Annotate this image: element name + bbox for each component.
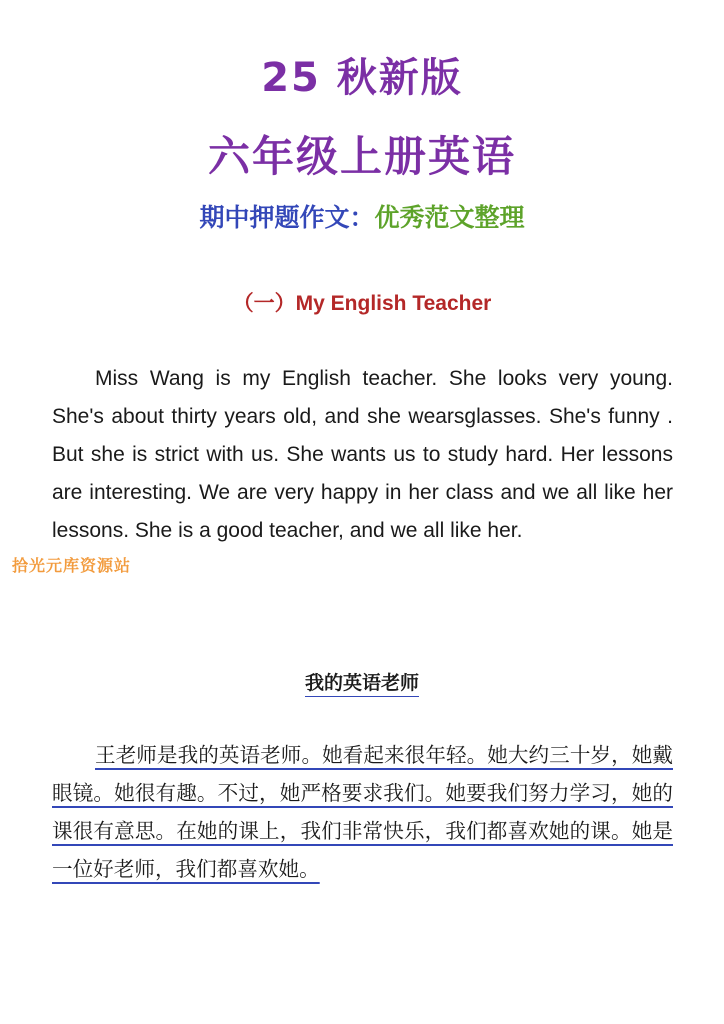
english-essay-paragraph: Miss Wang is my English teacher. She looks very young. She's about thirty years old, and she wearsglasses. She's funny . But she is strict with us. She wants us to study hard. Her lessons are interesting. We are very happy in her class and we all like her lessons. She is a good teacher, and we all like her.: [52, 367, 673, 542]
subtitle-part-2: 优秀范文整理: [374, 203, 525, 232]
chinese-essay-title: 我的英语老师: [305, 672, 419, 697]
essay-title: （一）My English Teacher: [232, 292, 492, 315]
chinese-essay-paragraph: [52, 736, 673, 888]
page-title-line-1: 25 秋新版: [261, 55, 463, 101]
chinese-essay-text: 王老师是我的英语老师。她看起来很年轻。她大约三十岁，她戴眼镜。她很有趣。不过，她严格要求我们。她要我们努力学习，她的课很有意思。在她的课上，我们非常快乐，我们都喜欢她的课。她是一位好老师，我们都喜欢她。: [52, 743, 673, 881]
page-title-line-2: 六年级上册英语: [207, 132, 516, 181]
subtitle-part-1: 期中押题作文：: [199, 203, 375, 232]
page-subtitle: [0, 198, 724, 234]
watermark: 拾光元库资源站: [12, 556, 132, 575]
chinese-essay-heading: [0, 668, 724, 695]
